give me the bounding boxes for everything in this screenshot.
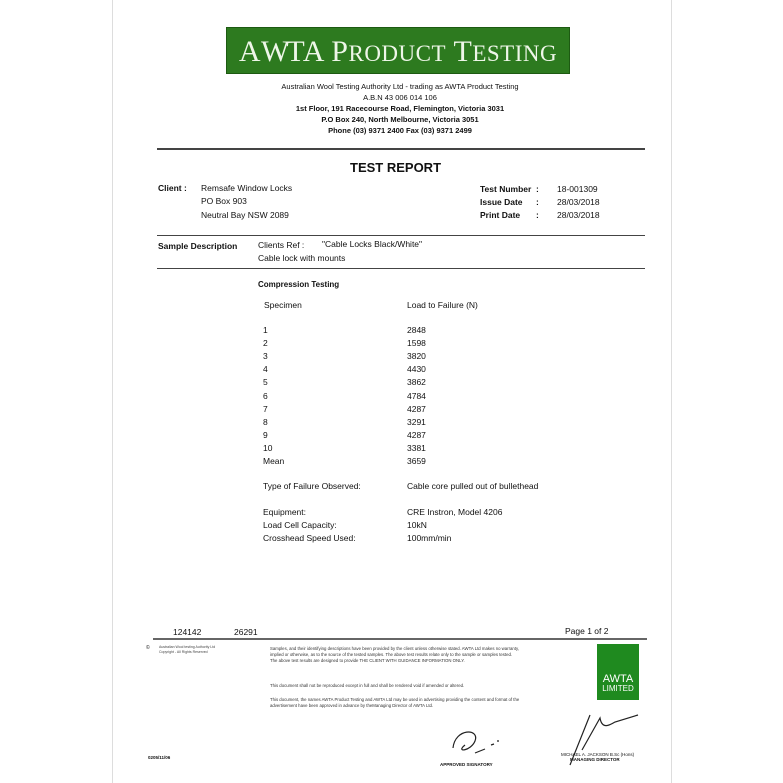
disclaimer-3: This document, the names AWTA Product Testing and AWTA Ltd may be used in advertising providing the content and format of the advertisement have been approved in advance by theManaging Director of AWTA Ltd. <box>270 697 520 709</box>
specimen-id: 1 <box>263 325 268 335</box>
specimen-id: 3 <box>263 351 268 362</box>
clients-ref: "Cable Locks Black/White" <box>322 239 423 249</box>
footer-divider <box>153 638 647 640</box>
load-value: 3659 <box>407 456 426 466</box>
awta-logo-banner: AWTA PRODUCT TESTING <box>226 27 570 74</box>
specimen-id: 8 <box>263 416 268 427</box>
load-value: 1598 <box>407 338 426 349</box>
disclaimer-2: This document shall not be reproduced except in full and shall be rendered void if amended or altered. <box>270 683 465 688</box>
print-date: 28/03/2018 <box>557 210 600 220</box>
load-value: 3862 <box>407 377 426 388</box>
load-value: 4287 <box>407 403 426 414</box>
client-addr1: PO Box 903 <box>201 196 247 206</box>
load-value: 4784 <box>407 390 426 401</box>
specimen-id: 2 <box>263 338 268 349</box>
load-value: 4430 <box>407 364 426 375</box>
header-abn: A.B.N 43 006 014 106 <box>363 93 437 102</box>
print-date-label: Print Date <box>480 210 521 220</box>
test-number: 18-001309 <box>557 184 598 194</box>
test-title: Compression Testing <box>258 280 340 289</box>
sep: : <box>536 184 539 194</box>
issue-date-label: Issue Date <box>480 197 523 207</box>
divider <box>157 148 645 150</box>
header-pobox: P.O Box 240, North Melbourne, Victoria 3051 <box>321 115 479 124</box>
test-number-label: Test Number <box>480 184 532 194</box>
issue-date: 28/03/2018 <box>557 197 600 207</box>
specimen-id: 4 <box>263 364 268 375</box>
load-cell-label: Load Cell Capacity: <box>263 520 337 530</box>
load-value: 4287 <box>407 429 426 440</box>
specimen-id: 7 <box>263 403 268 414</box>
disclaimer-1: Samples, and their identifying descriptions have been provided by the client unless otherwise stated. AWTA Ltd makes no warranty, implied or otherwise, as to the source of the tested samples. The above test results relate only to the sample or samples tested. The above test results are designed to provide THE CLIENT WITH GUIDANCE INFORMATION ONLY. <box>270 646 520 664</box>
load-cell: 10kN <box>407 520 427 530</box>
load-value: 3381 <box>407 442 426 453</box>
client-name: Remsafe Window Locks <box>201 183 293 193</box>
divider <box>157 268 645 269</box>
specimen-id: 10 <box>263 442 273 453</box>
approved-signature <box>445 723 515 763</box>
load-value: 2848 <box>407 325 426 335</box>
page-number: Page 1 of 2 <box>565 626 609 636</box>
load-value: 3820 <box>407 351 426 362</box>
sample-label: Sample Description <box>158 241 238 251</box>
header-phone: Phone (03) 9371 2400 Fax (03) 9371 2499 <box>328 126 472 135</box>
director-name: MICHAEL A. JACKSON B.Sc (Hons) <box>561 752 635 757</box>
equipment-label: Equipment: <box>263 507 306 517</box>
specimen-id: Mean <box>263 456 285 466</box>
failure-type: Cable core pulled out of bullethead <box>407 481 539 491</box>
speed-label: Crosshead Speed Used: <box>263 533 356 543</box>
client-label: Client : <box>158 183 187 193</box>
speed: 100mm/min <box>407 533 452 543</box>
copyright-line2: Copyright - All Rights Reserved <box>159 650 208 654</box>
failure-label: Type of Failure Observed: <box>263 481 361 491</box>
footer-ref2: 26291 <box>234 627 258 637</box>
load-value: 3291 <box>407 416 426 427</box>
equipment: CRE Instron, Model 4206 <box>407 507 503 517</box>
copyright-line1: Australian Wool testing Authority Ltd <box>159 645 216 649</box>
report-title: TEST REPORT <box>350 160 442 175</box>
footer-ref1: 124142 <box>173 627 202 637</box>
specimen-id: 5 <box>263 377 268 388</box>
client-addr2: Neutral Bay NSW 2089 <box>201 210 289 220</box>
sample-desc: Cable lock with mounts <box>258 253 346 263</box>
sep: : <box>536 210 539 220</box>
col-load: Load to Failure (N) <box>407 300 478 310</box>
sep: : <box>536 197 539 207</box>
copyright-icon: © <box>146 645 150 651</box>
director-title: MANAGING DIRECTOR <box>570 757 620 762</box>
approved-signatory: APPROVED SIGNATORY <box>440 762 493 767</box>
specimen-id: 6 <box>263 390 268 401</box>
form-code: 0205/11/06 <box>148 755 171 760</box>
header-line1: Australian Wool Testing Authority Ltd - trading as AWTA Product Testing <box>281 82 519 91</box>
divider <box>157 235 645 236</box>
specimen-id: 9 <box>263 429 268 440</box>
clients-ref-label: Clients Ref : <box>258 240 305 250</box>
header-address: 1st Floor, 191 Racecourse Road, Flemington, Victoria 3031 <box>295 104 505 113</box>
awta-limited-logo: AWTA LIMITED <box>597 644 639 700</box>
col-specimen: Specimen <box>264 300 302 310</box>
